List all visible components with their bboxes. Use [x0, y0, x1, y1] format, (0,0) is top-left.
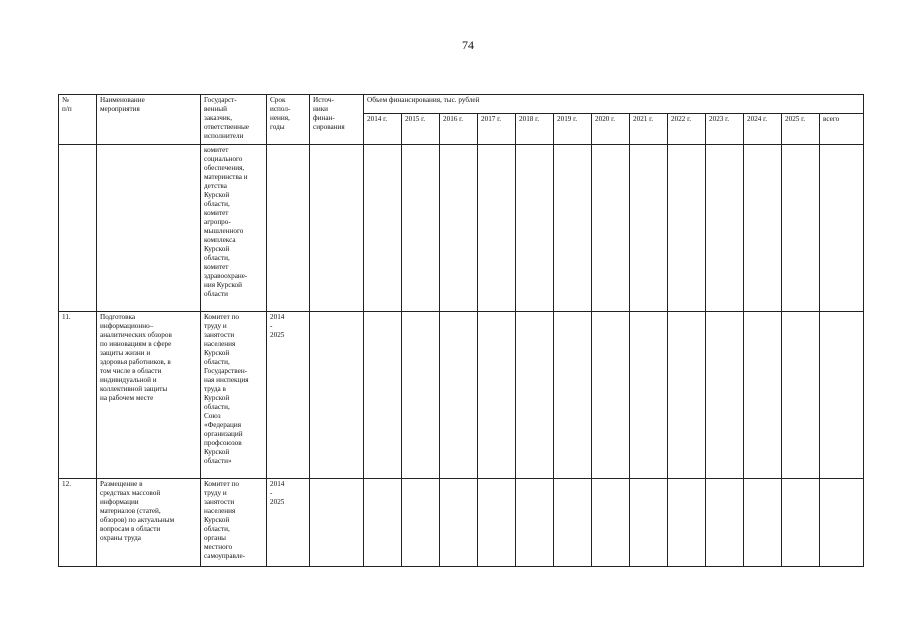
header-row	[59, 95, 864, 114]
header-term: Срок испол- нения, годы	[267, 95, 310, 145]
row-customer: Комитет по труду и занятости населения Курской области, Государствен- ная инспекция труда в Курской области, Союз «Федерация организаций профсоюзов Курской области»	[201, 312, 267, 479]
table-row	[59, 479, 864, 567]
row-amount	[554, 479, 592, 567]
header-year: 2021 г.	[630, 114, 668, 145]
header-customer: Государст- венный заказчик, ответственные исполнители	[201, 95, 267, 145]
row-amount	[744, 312, 782, 479]
row-amount	[364, 312, 402, 479]
row-num: 11.	[59, 312, 97, 479]
row-amount	[440, 145, 478, 312]
row-term: 2014 - 2025	[267, 312, 310, 479]
program-activities-table	[58, 94, 864, 567]
row-amount	[706, 312, 744, 479]
row-amount	[364, 479, 402, 567]
header-sources: Источ- ники финан- сирования	[310, 95, 364, 145]
row-total	[820, 312, 864, 479]
row-amount	[516, 312, 554, 479]
row-num	[59, 145, 97, 312]
header-year: 2024 г.	[744, 114, 782, 145]
row-amount	[592, 145, 630, 312]
row-amount	[706, 145, 744, 312]
header-year: 2022 г.	[668, 114, 706, 145]
row-amount	[782, 312, 820, 479]
header-year: 2023 г.	[706, 114, 744, 145]
row-amount	[402, 145, 440, 312]
header-year: 2020 г.	[592, 114, 630, 145]
table-row	[59, 312, 864, 479]
row-amount	[782, 145, 820, 312]
row-amount	[440, 312, 478, 479]
row-amount	[744, 479, 782, 567]
row-amount	[554, 145, 592, 312]
row-term: 2014 - 2025	[267, 479, 310, 567]
header-year: 2016 г.	[440, 114, 478, 145]
row-amount	[478, 312, 516, 479]
row-amount	[630, 145, 668, 312]
row-amount	[364, 145, 402, 312]
row-amount	[668, 479, 706, 567]
row-name: Размещение в средствах массовой информации материалов (статей, обзоров) по актуальным вопросам в области охраны труда	[97, 479, 201, 567]
row-source	[310, 145, 364, 312]
row-amount	[630, 312, 668, 479]
row-amount	[782, 479, 820, 567]
header-year: 2018 г.	[516, 114, 554, 145]
header-year: 2014 г.	[364, 114, 402, 145]
row-term	[267, 145, 310, 312]
page-number: 74	[462, 38, 474, 52]
row-amount	[668, 312, 706, 479]
row-amount	[478, 145, 516, 312]
row-amount	[744, 145, 782, 312]
row-amount	[630, 479, 668, 567]
row-num: 12.	[59, 479, 97, 567]
row-name: Подготовка информационно– аналитических обзоров по инновациям в сфере защиты жизни и здоровья работников, в том числе в области индивидуальной и коллективной защиты на рабочем месте	[97, 312, 201, 479]
row-customer: комитет социального обеспечения, материнства и детства Курской области, комитет агропро- мышленного комплекса Курской области, комитет здравоохране- ния Курской области	[201, 145, 267, 312]
row-amount	[592, 479, 630, 567]
row-customer: Комитет по труду и занятости населения Курской области, органы местного самоуправле-	[201, 479, 267, 567]
row-amount	[402, 312, 440, 479]
row-name	[97, 145, 201, 312]
row-amount	[516, 145, 554, 312]
header-total: всего	[820, 114, 864, 145]
header-num: № п/п	[59, 95, 97, 145]
row-amount	[440, 479, 478, 567]
row-total	[820, 479, 864, 567]
row-amount	[478, 479, 516, 567]
row-amount	[706, 479, 744, 567]
row-source	[310, 312, 364, 479]
header-year: 2015 г.	[402, 114, 440, 145]
header-volume: Объем финансирования, тыс. рублей	[364, 95, 864, 114]
row-amount	[592, 312, 630, 479]
header-year: 2025 г.	[782, 114, 820, 145]
table-row	[59, 145, 864, 312]
header-year: 2019 г.	[554, 114, 592, 145]
row-amount	[668, 145, 706, 312]
row-amount	[516, 479, 554, 567]
row-total	[820, 145, 864, 312]
row-source	[310, 479, 364, 567]
header-year: 2017 г.	[478, 114, 516, 145]
row-amount	[402, 479, 440, 567]
header-name: Наименование мероприятия	[97, 95, 201, 145]
row-amount	[554, 312, 592, 479]
